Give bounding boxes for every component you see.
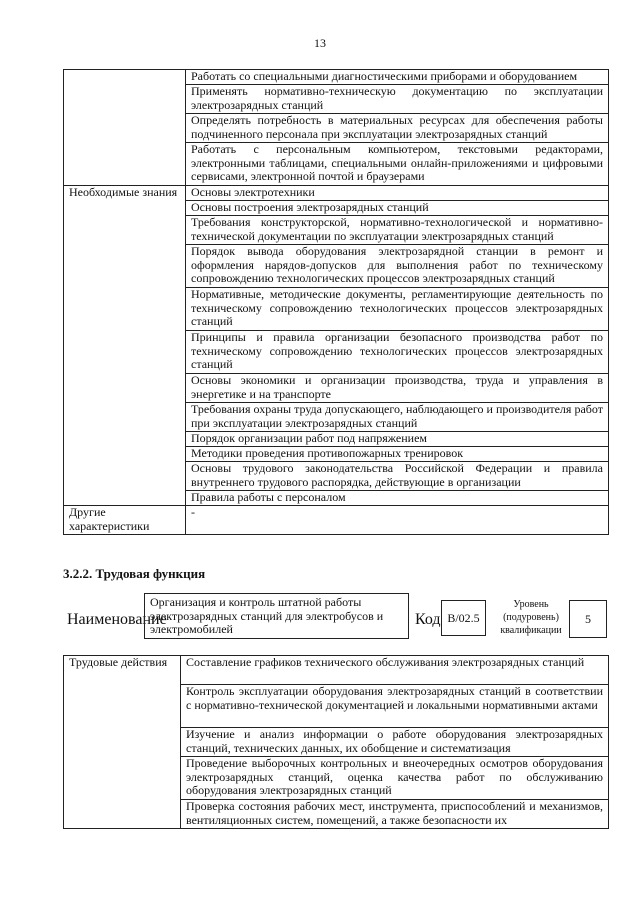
action-item: Изучение и анализ информации о работе оборудования электрозарядных станций, технических данных, их обобщение и систематизация <box>181 728 609 757</box>
skills-label-cell <box>64 70 186 186</box>
level-value-box: 5 <box>569 600 607 638</box>
actions-label: Трудовые действия <box>64 656 181 829</box>
knowledge-item: Порядок вывода оборудования электрозарядной станции в ремонт и оформления нарядов-допусков для выполнения работ по техническому сопровождению технологических процессов электрозарядных станций <box>186 245 609 288</box>
knowledge-item: Основы трудового законодательства Российской Федерации и правила внутреннего трудового распорядка, действующие в организации <box>186 462 609 491</box>
skill-item: Применять нормативно-техническую документацию по эксплуатации электрозарядных станций <box>186 85 609 114</box>
skill-item: Определять потребность в материальных ресурсах для обеспечения работы подчиненного персонала при эксплуатации электрозарядных станций <box>186 114 609 143</box>
knowledge-label: Необходимые знания <box>64 186 186 506</box>
knowledge-item: Основы экономики и организации производства, труда и управления в энергетике и на транспорте <box>186 374 609 403</box>
action-item: Составление графиков технического обслуживания электрозарядных станций <box>181 656 609 685</box>
page-number: 13 <box>314 36 326 50</box>
table-row <box>64 70 609 85</box>
knowledge-item: Нормативные, методические документы, регламентирующие деятельность по техническому сопровождению технологических процессов электрозарядных станций <box>186 288 609 331</box>
function-name-box: Организация и контроль штатной работы электрозарядных станций для электробусов и электромобилей <box>144 593 409 639</box>
knowledge-item: Порядок организации работ под напряжением <box>186 432 609 447</box>
skill-item: Работать со специальными диагностическими приборами и оборудованием <box>186 70 609 85</box>
knowledge-item: Методики проведения противопожарных тренировок <box>186 447 609 462</box>
section-heading: 3.2.2. Трудовая функция <box>63 566 206 581</box>
knowledge-item: Основы электротехники <box>186 186 609 201</box>
skill-item: Работать с персональным компьютером, текстовыми редакторами, электронными таблицами, специальными онлайн-приложениями и цифровыми сервисами, электронной почтой и браузерами <box>186 143 609 186</box>
knowledge-item: Принципы и правила организации безопасного производства работ по техническому сопровождению технологических процессов электрозарядных станций <box>186 331 609 374</box>
labor-actions-table <box>63 655 609 829</box>
action-item: Проверка состояния рабочих мест, инструмента, приспособлений и механизмов, вентиляционных систем, помещений, а также безопасности их <box>181 800 609 829</box>
knowledge-item: Основы построения электрозарядных станций <box>186 201 609 216</box>
other-value: - <box>186 506 609 535</box>
function-code-box: B/02.5 <box>441 600 486 636</box>
requirements-table <box>63 69 609 535</box>
table-row <box>64 186 609 201</box>
action-item: Проведение выборочных контрольных и внеочередных осмотров оборудования электрозарядных станций, оценка качества работ по обслуживанию оборудования электрозарядных станций <box>181 757 609 800</box>
knowledge-item: Правила работы с персоналом <box>186 491 609 506</box>
knowledge-item: Требования охраны труда допускающего, наблюдающего и производителя работ при эксплуатации электрозарядных станций <box>186 403 609 432</box>
code-label: Код <box>415 611 441 628</box>
level-label: Уровень (подуровень) квалификации <box>500 599 562 636</box>
other-label: Другие характеристики <box>64 506 186 535</box>
knowledge-item: Требования конструкторской, нормативно-технологической и нормативно-технической документации по эксплуатации электрозарядных станций <box>186 216 609 245</box>
table-row <box>64 656 609 685</box>
action-item: Контроль эксплуатации оборудования электрозарядных станций в соответствии с нормативно-технической документацией и локальными нормативными актами <box>181 685 609 728</box>
table-row <box>64 506 609 535</box>
name-label: Наименование <box>67 611 167 628</box>
